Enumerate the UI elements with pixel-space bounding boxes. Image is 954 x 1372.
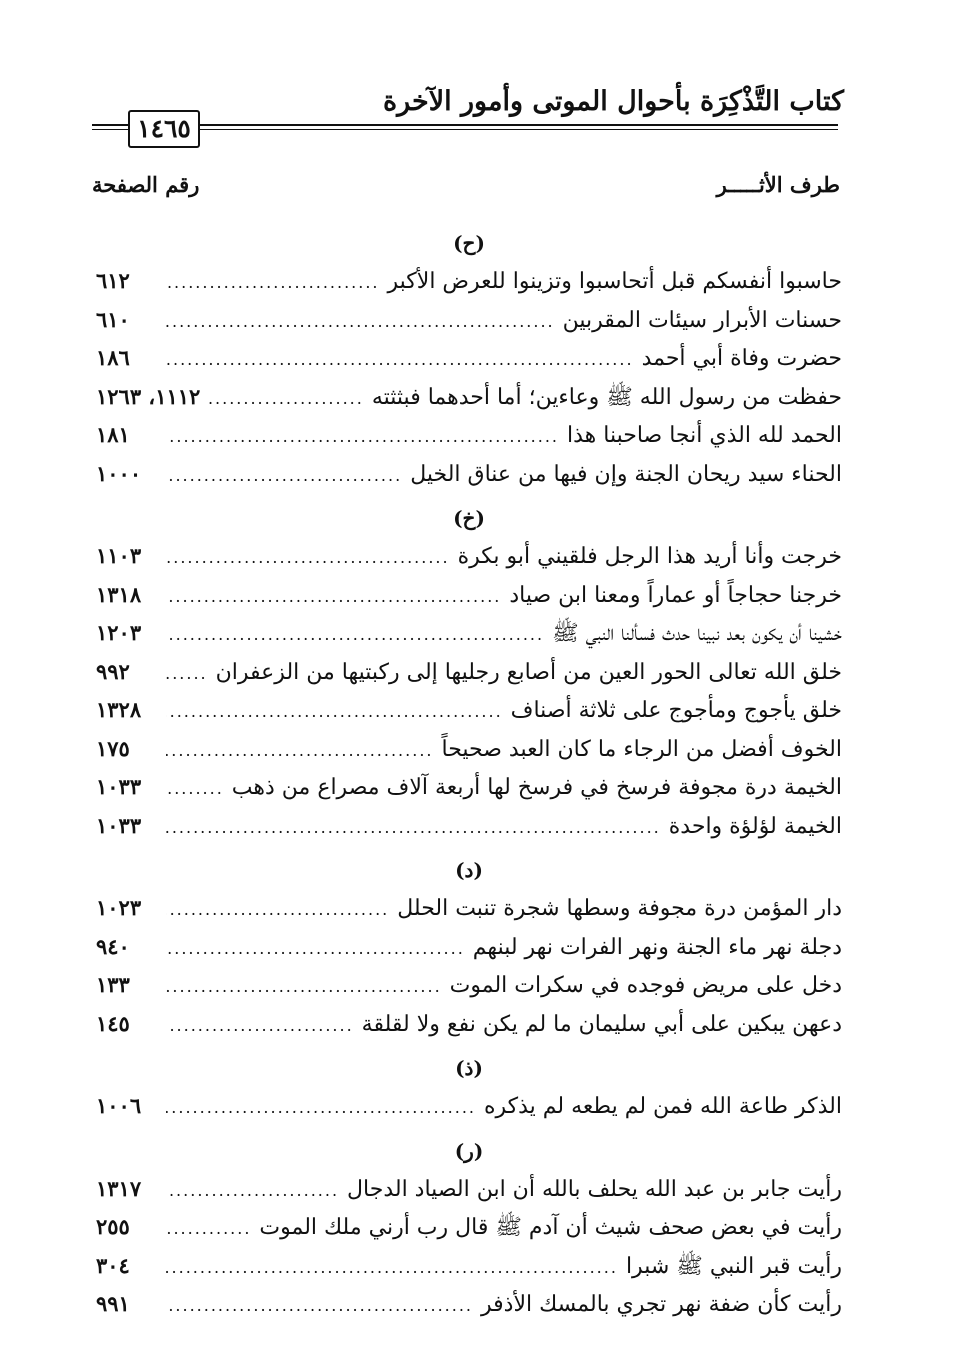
entry-page-number: ١٠٣٣ xyxy=(96,774,142,799)
entry-text: دعهن يبكين على أبي سليمان ما لم يكن نفع ولا لقلقة xyxy=(361,1011,842,1037)
dot-leader xyxy=(208,380,364,419)
entry-page-number: ١٨١ xyxy=(96,422,130,447)
index-entry xyxy=(96,653,842,692)
index-entry xyxy=(96,928,842,967)
header-rule xyxy=(92,124,838,126)
dot-leader xyxy=(166,616,544,655)
index-entry xyxy=(96,301,842,340)
section-letter: (ذ) xyxy=(455,1056,483,1080)
entry-text: خشينا أن يكون بعد نبينا حدث فسألنا النبي ﷺ xyxy=(552,621,842,646)
section-letter: (خ) xyxy=(453,506,485,530)
dot-leader xyxy=(166,693,503,732)
section-letter: (د) xyxy=(455,858,483,882)
entry-text: خرجت وأنا أريد هذا الرجل فلقيني أبو بكرة xyxy=(457,544,842,569)
index-entry xyxy=(96,455,842,494)
index-entry xyxy=(96,691,842,730)
index-entry xyxy=(96,339,842,378)
dot-leader xyxy=(166,968,442,1007)
entry-page-number: ١٧٥ xyxy=(96,735,130,761)
index-entry xyxy=(96,378,842,417)
dot-leader xyxy=(166,418,559,457)
index-entry xyxy=(96,1247,842,1286)
dot-leader xyxy=(166,539,450,578)
index-entry xyxy=(96,1005,842,1044)
dot-leader xyxy=(166,732,433,771)
entry-page-number: ٦١٠ xyxy=(96,306,130,332)
entry-text: خلق يأجوج ومأجوج على ثلاثة أصناف xyxy=(510,698,842,723)
index-entry xyxy=(96,1208,842,1247)
dot-leader xyxy=(166,770,224,809)
entry-page-number: ١٠٣٣ xyxy=(96,812,142,838)
entry-text: الذكر طاعة الله فمن لم يطعه لم يذكره xyxy=(483,1094,842,1119)
index-entry xyxy=(96,807,842,846)
index-entry xyxy=(96,262,842,301)
hadith-index-list xyxy=(96,224,842,1330)
entry-page-number: ١٢٠٣ xyxy=(96,620,142,645)
entry-text: حاسبوا أنفسكم قبل أتحاسبوا وتزينوا للعرض الأكبر xyxy=(387,269,842,294)
entry-text: دار المؤمن درة مجوفة وسطها شجرة تنبت الحلل xyxy=(397,896,842,921)
index-entry xyxy=(96,1170,842,1209)
dot-leader xyxy=(166,578,501,617)
dot-leader xyxy=(166,1249,618,1288)
entry-page-number: ٩٩٢ xyxy=(96,658,130,684)
index-entry xyxy=(96,889,842,928)
index-entry xyxy=(96,1285,842,1324)
dot-leader xyxy=(166,891,389,930)
dot-leader xyxy=(166,809,661,848)
entry-text: خرجنا حجاجاً أو عماراً ومعنا ابن صياد xyxy=(509,582,842,608)
entry-page-number: ١٣١٨ xyxy=(96,581,142,607)
entry-text: حضرت وفاة أبي أحمد xyxy=(641,346,842,371)
index-entry xyxy=(96,768,842,807)
entry-text: الخيمة درة مجوفة فرسخ في فرسخ لها أربعة آلاف مصراع من ذهب xyxy=(231,775,842,800)
dot-leader xyxy=(166,655,208,694)
entry-text: رأيت كأن ضفة نهر تجري بالمسك الأذفر xyxy=(481,1292,842,1317)
dot-leader xyxy=(166,1089,476,1128)
dot-leader xyxy=(166,1172,339,1211)
entry-page-number: ١٠٠٦ xyxy=(96,1093,142,1118)
entry-page-number: ١٨٦ xyxy=(96,345,130,370)
dot-leader xyxy=(166,930,465,969)
dot-leader xyxy=(166,1007,354,1046)
index-entry xyxy=(96,730,842,769)
index-entry xyxy=(96,614,842,653)
column-heading-page: رقم الصفحة xyxy=(92,172,200,197)
entry-text: رأيت جابر بن عبد الله يحلف بالله أن ابن الصياد الدجال xyxy=(347,1176,842,1202)
index-entry xyxy=(96,576,842,615)
entry-text: حسنات الأبرار سيئات المقربين xyxy=(562,307,842,333)
column-heading-hadith: طرف الأثـــــر xyxy=(716,172,840,197)
entry-text: الخيمة لؤلؤة واحدة xyxy=(668,813,842,839)
entry-text: حفظت من رسول الله ﷺ وعاءين؛ أما أحدهما فبثثته xyxy=(371,384,842,410)
entry-text: دخل على مريض فوجده في سكرات الموت xyxy=(449,973,842,998)
entry-page-number: ١٤٥ xyxy=(96,1010,130,1036)
section-letter: (ح) xyxy=(453,231,485,255)
entry-text: دجلة نهر ماء الجنة ونهر الفرات نهر لبنهم xyxy=(472,934,842,960)
entry-page-number: ٦١٢ xyxy=(96,268,130,293)
entry-page-number: ١١٠٣ xyxy=(96,543,142,568)
index-entry xyxy=(96,537,842,576)
entry-text: رأيت في بعض صحف شيث أن آدم ﷺ قال رب أرني ملك الموت xyxy=(259,1215,842,1240)
entry-page-number: ١٣٢٨ xyxy=(96,697,142,722)
dot-leader xyxy=(166,341,634,380)
header-rule-thin xyxy=(92,129,838,130)
entry-page-number: ١٣٣ xyxy=(96,972,130,997)
entry-page-number: ١١١٢، ١٢٦٣ xyxy=(96,383,201,409)
index-entry xyxy=(96,416,842,455)
entry-page-number: ٣٠٤ xyxy=(96,1252,130,1278)
running-header-title: كتاب التَّذْكِرَة بأحوال الموتى وأمور الآخرة xyxy=(382,86,844,117)
entry-text: رأيت قبر النبي ﷺ شبرا xyxy=(625,1253,842,1279)
entry-page-number: ١٣١٧ xyxy=(96,1175,142,1201)
section-letter: (ر) xyxy=(454,1138,484,1163)
entry-text: الحناء سيد ريحان الجنة وإن فيها من عناق الخيل xyxy=(410,461,842,487)
dot-leader xyxy=(166,264,380,303)
entry-text: الخوف أفضل من الرجاء ما كان العبد صحيحاً xyxy=(441,736,842,762)
entry-page-number: ١٠٠٠ xyxy=(96,460,142,486)
entry-page-number: ١٠٢٣ xyxy=(96,895,142,920)
dot-leader xyxy=(166,457,402,496)
page-number: ١٤٦٥ xyxy=(128,110,200,148)
index-entry xyxy=(96,966,842,1005)
entry-page-number: ٩٤٠ xyxy=(96,933,130,959)
entry-text: خلق الله تعالى الحور العين من أصابع رجليها إلى ركبتيها من الزعفران xyxy=(215,659,842,685)
entry-page-number: ٩٩١ xyxy=(96,1291,130,1316)
entry-text: الحمد لله الذي أنجا صاحبنا هذا xyxy=(567,423,842,448)
index-entry xyxy=(96,1087,842,1126)
entry-page-number: ٢٥٥ xyxy=(96,1214,130,1239)
dot-leader xyxy=(166,1210,251,1249)
dot-leader xyxy=(166,303,555,342)
dot-leader xyxy=(166,1287,473,1326)
